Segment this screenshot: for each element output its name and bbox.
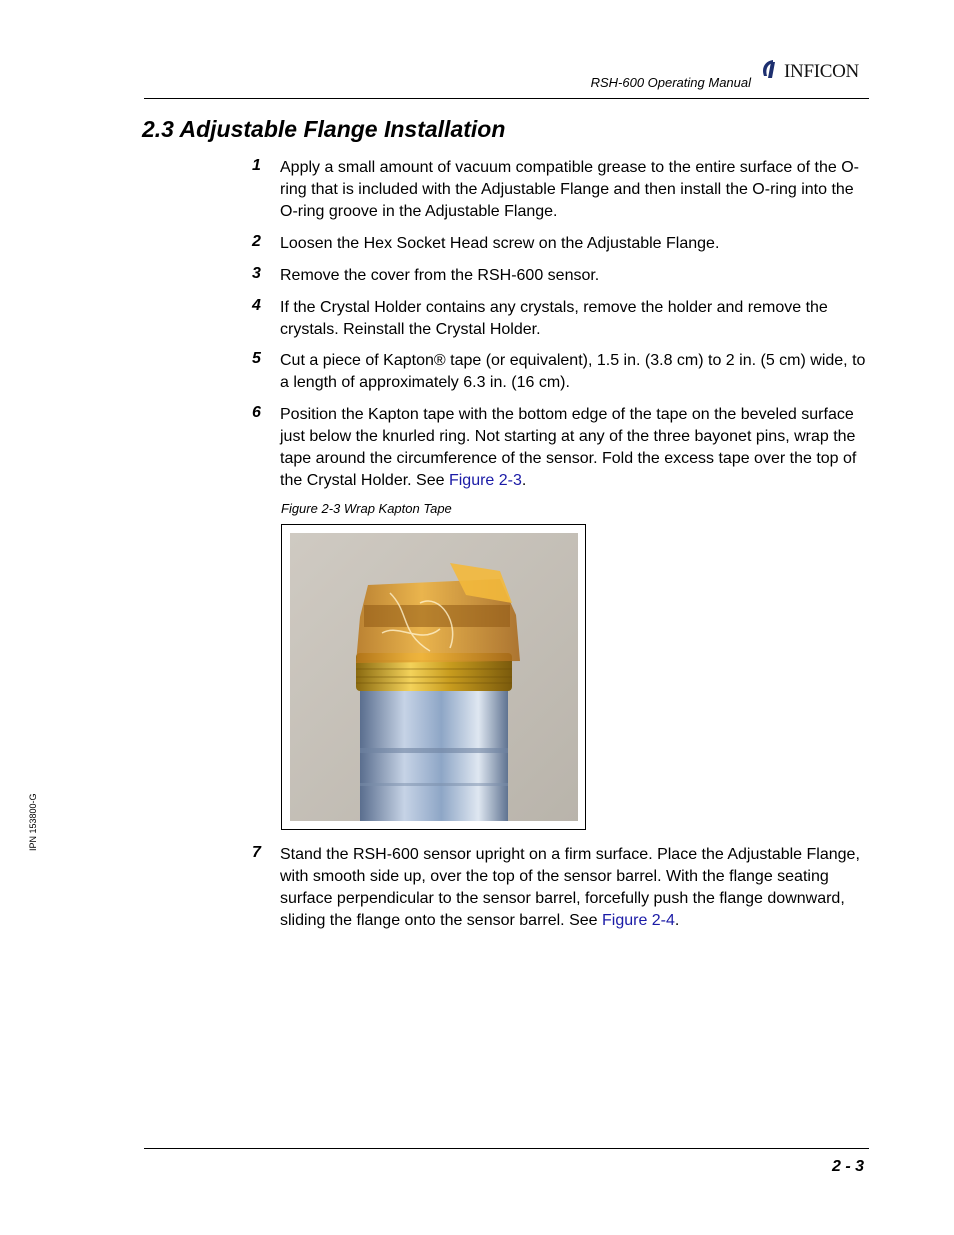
step-3: [252, 265, 872, 287]
inficon-logo: [759, 58, 871, 84]
sensor-photo: [290, 533, 578, 821]
step-text-end: .: [521, 472, 527, 489]
step-text: [280, 844, 872, 932]
figure-2-3-link[interactable]: Figure 2-3: [448, 472, 522, 489]
step-text-body: Position the Kapton tape with the bottom edge of the tape on the beveled surface just below the knurled ring. Not starting at any of the three bayonet pins, wrap the tape around the circumference of the sensor. Fold the excess tape over the top of the Crystal Holder. See: [280, 406, 857, 489]
step-2: [252, 233, 872, 255]
step-text: Apply a small amount of vacuum compatible grease to the entire surface of the O-ring that is included with the Adjustable Flange and then install the O-ring into the O-ring groove in the Adjustable Flange.: [280, 159, 859, 220]
step-number: 2: [252, 233, 261, 250]
figure-caption: Figure 2-3 Wrap Kapton Tape: [281, 501, 452, 516]
step-number: 3: [252, 265, 261, 282]
step-text: If the Crystal Holder contains any crystals, remove the holder and remove the crystals. Reinstall the Crystal Holder.: [280, 299, 828, 338]
step-1: [252, 157, 872, 223]
ipn-side-label: IPN 153800-G: [28, 793, 38, 851]
step-number: 1: [252, 157, 261, 174]
inficon-wordmark: INFICON: [784, 61, 859, 82]
step-text: [280, 404, 872, 492]
step-4: [252, 297, 872, 341]
page-number: 2 - 3: [831, 1158, 864, 1175]
step-number: 4: [252, 297, 261, 314]
step-7: [252, 844, 872, 932]
footer-divider: [144, 1148, 869, 1149]
figure-2-4-link[interactable]: Figure 2-4: [601, 912, 675, 929]
header-divider: [144, 98, 869, 99]
step-5: [252, 350, 872, 394]
inficon-logo-mark-icon: [759, 58, 783, 84]
step-text: Loosen the Hex Socket Head screw on the Adjustable Flange.: [280, 235, 720, 252]
step-number: 7: [252, 844, 261, 861]
figure-frame: [281, 524, 586, 830]
step-text-body: Stand the RSH-600 sensor upright on a firm surface. Place the Adjustable Flange, with smooth side up, over the top of the sensor barrel. With the flange seating surface perpendicular to the sensor barrel, forcefully push the flange downward, sliding the flange onto the sensor barrel. See: [280, 846, 860, 929]
step-number: 5: [252, 350, 261, 367]
step-text-end: .: [674, 912, 680, 929]
manual-title: RSH-600 Operating Manual: [590, 75, 751, 90]
section-title: 2.3 Adjustable Flange Installation: [142, 116, 506, 142]
step-number: 6: [252, 404, 261, 421]
step-text: Cut a piece of Kapton® tape (or equivalent), 1.5 in. (3.8 cm) to 2 in. (5 cm) wide, to a length of approximately 6.3 in. (16 cm).: [280, 352, 866, 391]
step-text: Remove the cover from the RSH-600 sensor.: [280, 267, 600, 284]
step-6: [252, 404, 872, 492]
